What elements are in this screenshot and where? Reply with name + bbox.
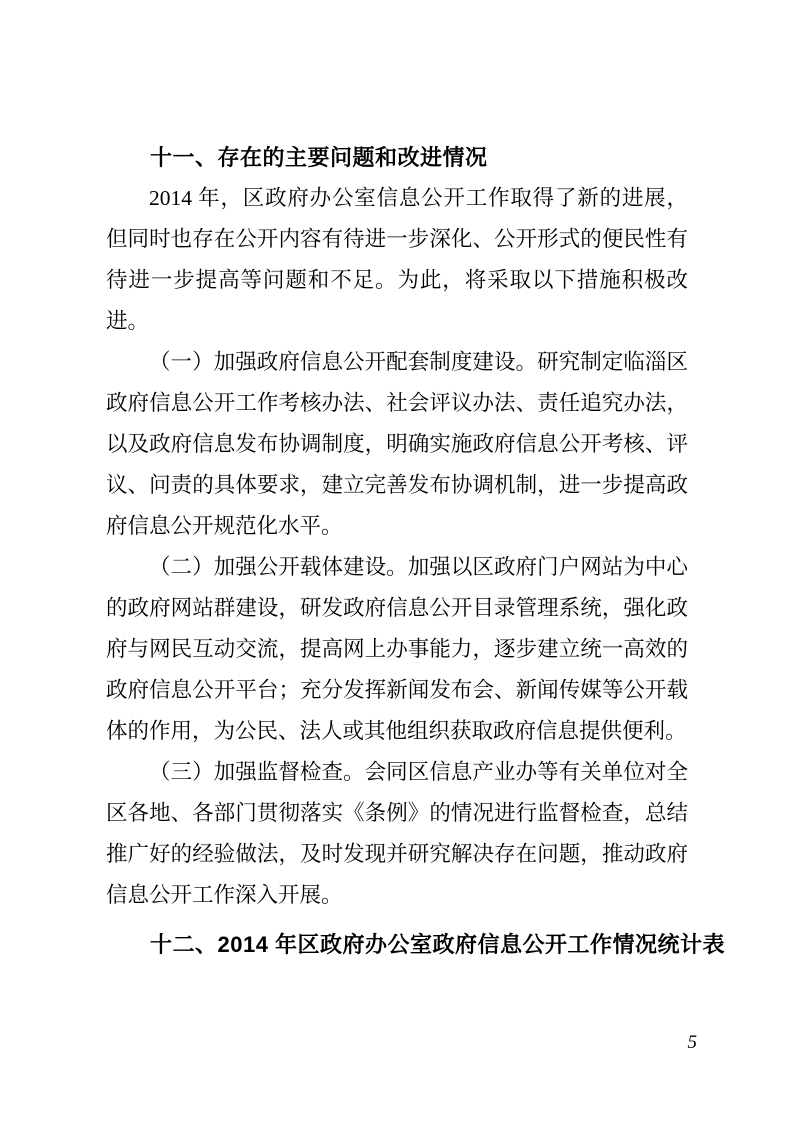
page-number: 5 bbox=[687, 1032, 697, 1053]
section-11-paragraph-item-3: （三）加强监督检查。会同区信息产业办等有关单位对全区各地、各部门贯彻落实《条例》的情况进行监督检查，总结推广好的经验做法，及时发现并研究解决存在问题，推动政府信息公开工作深入开展。 bbox=[106, 760, 688, 907]
section-11-paragraph-intro: 2014 年，区政府办公室信息公开工作取得了新的进展，但同时也存在公开内容有待进一步深化、公开形式的便民性有待进一步提高等问题和不足。为此，将采取以下措施积极改进。 bbox=[106, 186, 688, 333]
section-12-heading: 十二、2014 年区政府办公室政府信息公开工作情况统计表 bbox=[150, 932, 726, 957]
section-11-heading: 十一、存在的主要问题和改进情况 bbox=[150, 145, 488, 170]
section-11-paragraph-item-2: （二）加强公开载体建设。加强以区政府门户网站为中心的政府网站群建设，研发政府信息公开目录管理系统，强化政府与网民互动交流，提高网上办事能力，逐步建立统一高效的政府信息公开平台；充分发挥新闻发布会、新闻传媒等公开载体的作用，为公民、法人或其他组织获取政府信息提供便利。 bbox=[106, 555, 688, 743]
section-11-paragraph-item-1: （一）加强政府信息公开配套制度建设。研究制定临淄区政府信息公开工作考核办法、社会评议办法、责任追究办法，以及政府信息发布协调制度，明确实施政府信息公开考核、评议、问责的具体要求，建立完善发布协调机制，进一步提高政府信息公开规范化水平。 bbox=[106, 350, 688, 538]
